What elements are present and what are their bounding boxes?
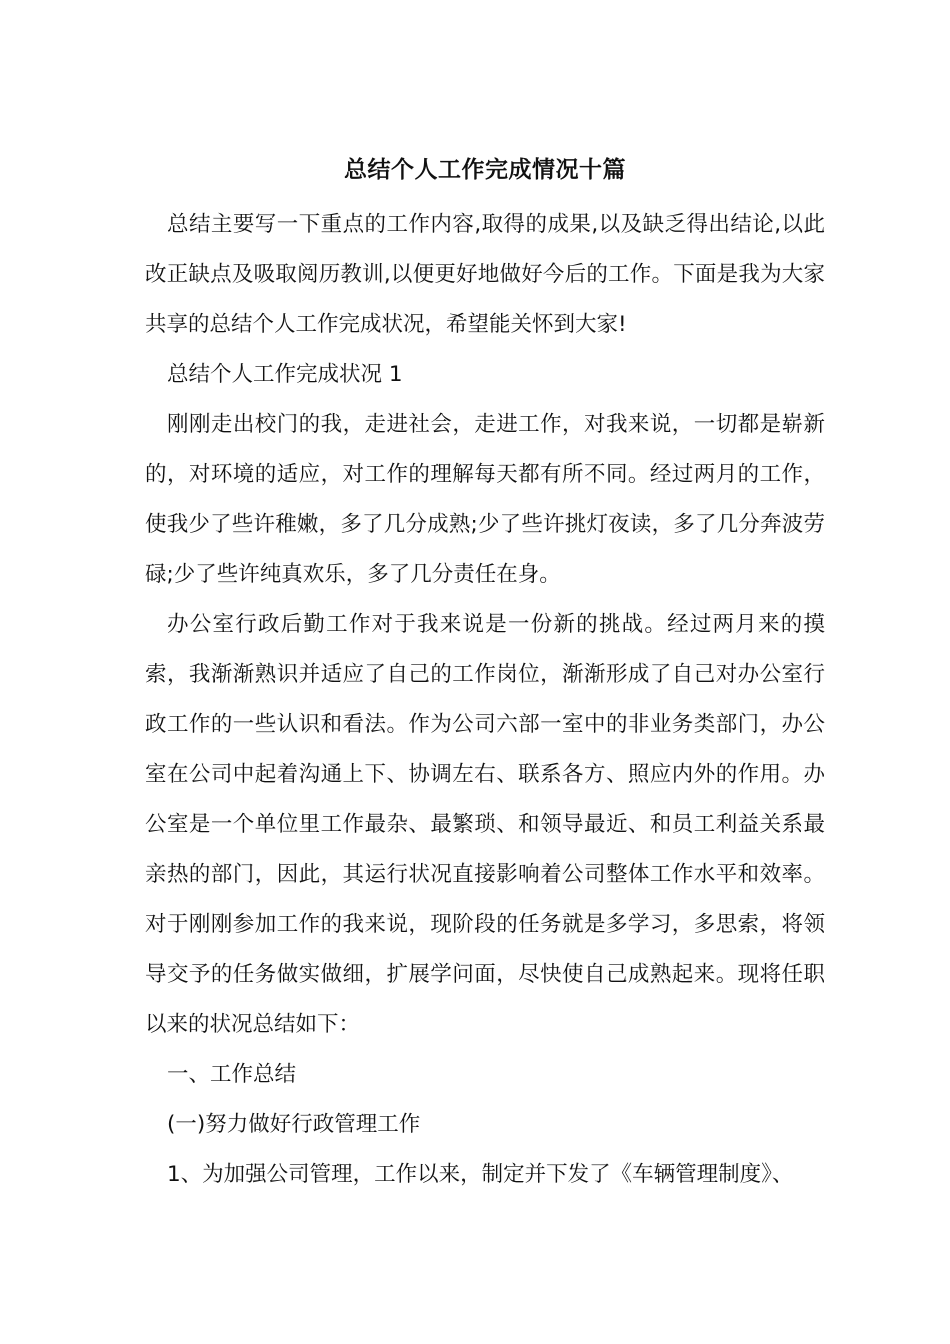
section-heading-1: 总结个人工作完成状况 1 xyxy=(167,362,403,387)
document-title: 总结个人工作完成情况十篇 xyxy=(344,157,626,183)
document-body xyxy=(145,150,825,1200)
subsection-heading: 一、工作总结 xyxy=(167,1062,297,1087)
subsection-item-heading: (一)努力做好行政管理工作 xyxy=(167,1112,421,1137)
body-paragraph-1: 刚刚走出校门的我，走进社会，走进工作，对我来说，一切都是崭新的，对环境的适应，对工作的理解每天都有所不同。经过两月的工作，使我少了些许稚嫩，多了几分成熟;少了些许挑灯夜读，多了几分奔波劳碌;少了些许纯真欢乐，多了几分责任在身。 xyxy=(145,412,825,587)
intro-paragraph: 总结主要写一下重点的工作内容,取得的成果,以及缺乏得出结论,以此改正缺点及吸取阅历教训,以便更好地做好今后的工作。下面是我为大家共享的总结个人工作完成状况，希望能关怀到大家! xyxy=(145,212,825,337)
body-paragraph-3: 1、为加强公司管理，工作以来，制定并下发了《车辆管理制度》、 xyxy=(167,1162,794,1187)
body-paragraph-2: 办公室行政后勤工作对于我来说是一份新的挑战。经过两月来的摸索，我渐渐熟识并适应了自己的工作岗位，渐渐形成了自己对办公室行政工作的一些认识和看法。作为公司六部一室中的非业务类部门，办公室在公司中起着沟通上下、协调左右、联系各方、照应内外的作用。办公室是一个单位里工作最杂、最繁琐、和领导最近、和员工利益关系最亲热的部门，因此，其运行状况直接影响着公司整体工作水平和效率。对于刚刚参加工作的我来说，现阶段的任务就是多学习，多思索，将领导交予的任务做实做细，扩展学问面，尽快使自己成熟起来。现将任职以来的状况总结如下： xyxy=(145,612,825,1037)
